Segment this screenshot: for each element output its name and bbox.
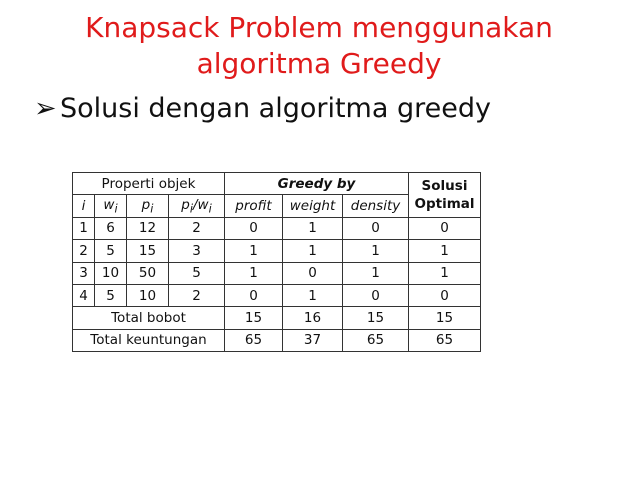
cell: 10 [95, 262, 127, 284]
title-line-2: algoritma Greedy [196, 47, 442, 80]
cell: 6 [95, 217, 127, 239]
header-row-groups [73, 173, 481, 195]
slide-title [0, 10, 638, 82]
cell: 4 [73, 284, 95, 306]
arrow-bullet-icon: ➢ [34, 93, 57, 124]
cell: 0 [225, 284, 283, 306]
cell: 5 [95, 284, 127, 306]
cell: 15 [409, 307, 481, 329]
cell: 0 [283, 262, 343, 284]
cell: 1 [409, 240, 481, 262]
cell: 2 [169, 284, 225, 306]
col-header-ratio: $p_i/w_i$ [169, 195, 225, 217]
col-header-weight: weight [283, 195, 343, 217]
title-line-1: Knapsack Problem menggunakan [85, 11, 553, 44]
cell: 1 [225, 262, 283, 284]
cell: 65 [409, 329, 481, 351]
cell: 12 [127, 217, 169, 239]
cell: 15 [225, 307, 283, 329]
cell: 1 [343, 262, 409, 284]
total-keuntungan-row [73, 329, 481, 351]
cell: 1 [73, 217, 95, 239]
cell: 2 [73, 240, 95, 262]
table-row [73, 217, 481, 239]
table-row [73, 262, 481, 284]
cell: 15 [127, 240, 169, 262]
cell: 1 [343, 240, 409, 262]
col-header-density: density [343, 195, 409, 217]
table-row [73, 240, 481, 262]
header-solusi-optimal: Solusi Optimal [409, 173, 481, 218]
header-properti-objek: Properti objek [73, 173, 225, 195]
cell: 0 [343, 217, 409, 239]
col-header-i: i [73, 195, 95, 217]
cell: 65 [343, 329, 409, 351]
cell: 3 [73, 262, 95, 284]
cell: 2 [169, 217, 225, 239]
col-header-w: $w_i$ [95, 195, 127, 217]
cell: 0 [343, 284, 409, 306]
bullet-point [34, 92, 491, 126]
cell: 16 [283, 307, 343, 329]
table-row [73, 284, 481, 306]
cell: 3 [169, 240, 225, 262]
total-bobot-row [73, 307, 481, 329]
knapsack-table [72, 172, 481, 352]
cell: 1 [409, 262, 481, 284]
header-greedy-by: Greedy by [225, 173, 409, 195]
col-header-profit: profit [225, 195, 283, 217]
cell: 50 [127, 262, 169, 284]
cell: 0 [225, 217, 283, 239]
col-header-p: $p_i$ [127, 195, 169, 217]
total-keuntungan-label: Total keuntungan [73, 329, 225, 351]
cell: 1 [283, 240, 343, 262]
cell: 37 [283, 329, 343, 351]
cell: 1 [283, 217, 343, 239]
cell: 5 [95, 240, 127, 262]
cell: 1 [283, 284, 343, 306]
cell: 0 [409, 284, 481, 306]
cell: 5 [169, 262, 225, 284]
total-bobot-label: Total bobot [73, 307, 225, 329]
cell: 1 [225, 240, 283, 262]
cell: 10 [127, 284, 169, 306]
cell: 15 [343, 307, 409, 329]
cell: 65 [225, 329, 283, 351]
bullet-text: Solusi dengan algoritma greedy [60, 93, 491, 124]
cell: 0 [409, 217, 481, 239]
